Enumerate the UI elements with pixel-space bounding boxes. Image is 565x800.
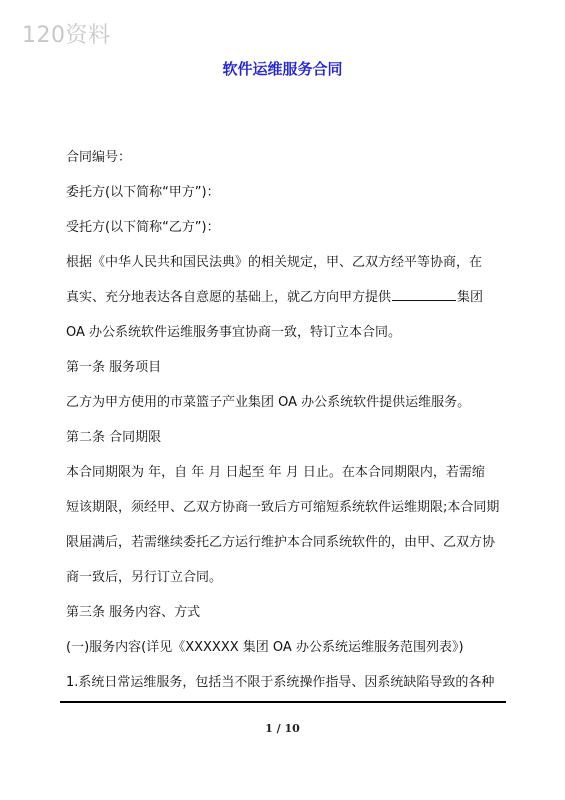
party-b-line: 受托方(以下简称“乙方”)： [66,220,220,235]
page-separator: / [276,722,281,735]
paragraph-segment: 集团 [457,290,484,305]
paragraph-line: 乙方为甲方使用的市菜篮子产业集团 OA 办公系统软件提供运维服务。 [66,395,471,410]
document-title: 软件运维服务合同 [222,60,343,78]
article-heading: 第三条 服务内容、方式 [66,605,201,620]
paragraph-line: 根据《中华人民共和国民法典》的相关规定，甲、乙双方经平等协商，在 [66,255,483,270]
current-page: 1 [265,722,273,735]
article-heading: 第一条 服务项目 [66,360,162,375]
paragraph-line: 本合同期限为 年，自 年 月 日起至 年 月 日止。在本合同期限内，若需缩 [66,465,485,480]
paragraph-line: 短该期限，须经甲、乙双方协商一致后方可缩短系统软件运维期限;本合同期 [66,500,500,515]
paragraph-segment: 真实、充分地表达各自意愿的基础上，就乙方向甲方提供 [66,290,392,305]
contract-number-line: 合同编号： [66,150,132,165]
article-heading: 第二条 合同期限 [66,430,162,445]
fill-in-blank [392,287,456,301]
party-a-line: 委托方(以下简称“甲方”)： [66,185,220,200]
footer-divider [60,701,506,703]
paragraph-line: 限届满后，若需继续委托乙方运行维护本合同系统软件的，由甲、乙双方协 [66,535,496,550]
page-number [0,722,565,735]
watermark: 120资料 [22,23,111,48]
paragraph-line-with-blank [66,286,511,305]
paragraph-line: 1.系统日常运维服务，包括当不限于系统操作指导、因系统缺陷导致的各种 [66,675,495,690]
paragraph-line: 商一致后，另行订立合同。 [66,570,223,585]
total-pages: 10 [284,722,300,735]
paragraph-line: OA 办公系统软件运维服务事宜协商一致，特订立本合同。 [66,325,402,340]
paragraph-line: (一)服务内容(详见《XXXXXX 集团 OA 办公系统运维服务范围列表》) [66,640,464,655]
